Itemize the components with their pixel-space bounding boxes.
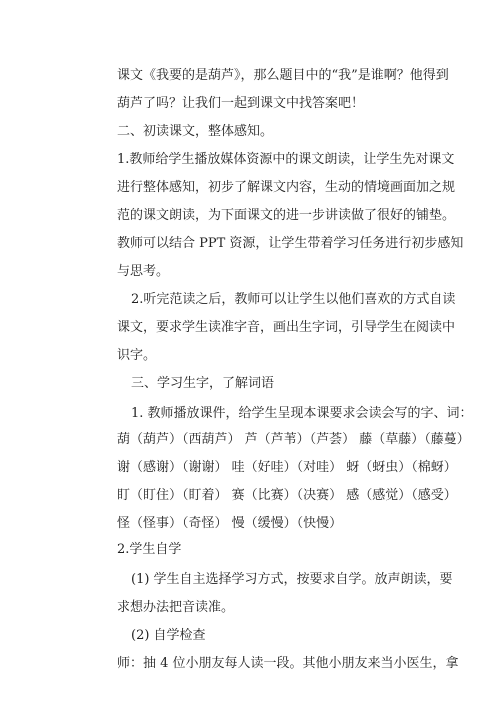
vocab-row: 谢（感谢）（谢谢） 哇（好哇）（对哇） 蚜（蚜虫）（棉蚜）	[117, 460, 457, 475]
vocab-row: 葫（葫芦）（西葫芦） 芦（芦苇）（芦荟） 藤（草藤）（藤蔓）	[117, 432, 470, 447]
text-line: 范的课文朗读，为下面课文的进一步讲读做了很好的铺垫。	[117, 208, 456, 223]
section-heading: 三、学习生字，了解词语	[131, 376, 275, 391]
section-heading: 二、初读课文，整体感知。	[117, 124, 274, 139]
text-line: 识字。	[117, 348, 157, 363]
text-line: (1) 学生自主选择学习方式，按要求自学。放声朗读，要	[131, 572, 453, 587]
text-line: 师：抽 4 位小朋友每人读一段。其他小朋友来当小医生，拿	[117, 656, 459, 671]
text-line: 教师可以结合 PPT 资源，让学生带着学习任务进行初步感知	[117, 236, 464, 251]
text-line: 2.学生自学	[117, 542, 182, 557]
text-line: 课文，要求学生读准字音，画出生字词，引导学生在阅读中	[117, 320, 456, 335]
text-line: 与思考。	[117, 264, 170, 279]
text-line: 1. 教师播放课件，给学生呈现本课要求会读会写的字、词：	[131, 406, 473, 421]
vocab-row: 盯（盯住）（盯着） 赛（比赛）（决赛） 感（感觉）（感受）	[117, 488, 457, 503]
text-line: 进行整体感知，初步了解课文内容，生动的情境画面加之规	[117, 180, 456, 195]
text-line: 课文《我要的是葫芦》，那么题目中的“我”是谁啊？他得到	[117, 68, 449, 83]
text-line: 2.听完范读之后，教师可以让学生以他们喜欢的方式自读	[131, 292, 456, 307]
text-line: 葫芦了吗？让我们一起到课文中找答案吧！	[117, 96, 365, 111]
text-line: (2) 自学检查	[131, 628, 206, 643]
text-line: 1.教师给学生播放媒体资源中的课文朗读，让学生先对课文	[117, 152, 455, 167]
text-line: 求想办法把音读准。	[117, 600, 235, 615]
vocab-row: 怪（怪事）（奇怪） 慢（缓慢）（快慢）	[117, 516, 343, 531]
